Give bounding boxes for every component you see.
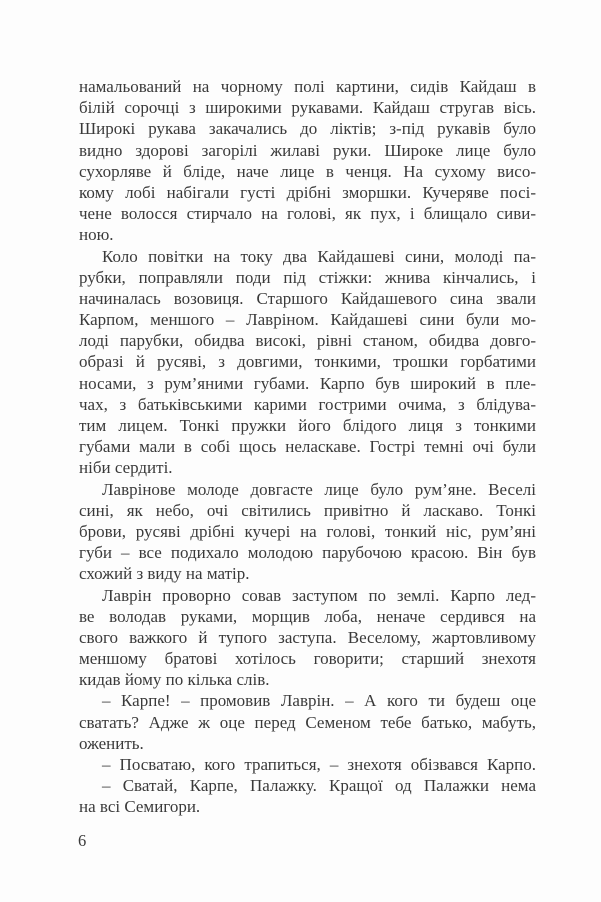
text-line: Карпом, меншого – Лавріном. Кайдашеві сини були мо- xyxy=(79,310,536,330)
text-line: на всі Семигори. xyxy=(79,797,201,817)
text-line: брови, русяві дрібні кучері на голові, тонкий ніс, рум’яні xyxy=(79,521,536,541)
text-line: рубки, поправляли поди під стіжки: жнива кінчались, і xyxy=(79,267,536,287)
text-line: – Карпе! – промовив Лаврін. – А кого ти будеш оце xyxy=(102,691,536,711)
text-line: намальований на чорному полі картини, сидів Кайдаш в xyxy=(79,77,536,96)
text-line: оженить. xyxy=(79,733,144,753)
text-line: ною. xyxy=(79,225,114,245)
text-line: губами мали в собі щось неласкаве. Гострі темні очі були xyxy=(79,437,536,457)
text-line: білій сорочці з широкими рукавами. Кайдаш стругав вісь. xyxy=(79,98,536,118)
text-line: ніби сердиті. xyxy=(79,458,173,478)
text-line: видно здорові загорілі жилаві руки. Широке лице було xyxy=(79,140,536,160)
text-line: чене волосся стирчало на голові, як пух, і блищало сиви- xyxy=(79,204,536,224)
text-line: сині, як небо, очі світились привітно й ласкаво. Тонкі xyxy=(79,500,536,520)
text-line: носами, з рум’яними губами. Карпо був широкий в пле- xyxy=(79,373,536,393)
text-line: тим лицем. Тонкі пружки його блідого лиця з тонкими xyxy=(79,416,536,435)
page-number: 6 xyxy=(78,831,87,850)
text-line: начиналась возовиця. Старшого Кайдашевого сина звали xyxy=(79,288,536,308)
text-line: образі й русяві, з довгими, тонкими, трошки горбатими xyxy=(79,352,536,372)
text-line: меншому братові хотілось говорити; старший знехотя xyxy=(79,649,536,669)
text-line: схожий з виду на матір. xyxy=(79,564,250,584)
text-line: Лаврінове молоде довгасте лице було рум’яне. Веселі xyxy=(102,479,536,499)
text-line: Широкі рукава закачались до ліктів; з-під рукавів було xyxy=(79,119,536,139)
text-line: свого важкого й тупого заступа. Веселому, жартовливому xyxy=(79,627,536,647)
text-line: чах, з батьківськими карими гострими очима, з блідува- xyxy=(79,394,536,414)
text-line: лоді парубки, обидва високі, рівні станом, обидва довго- xyxy=(79,331,536,351)
text-line: Коло повітки на току два Кайдашеві сини, молоді па- xyxy=(102,246,536,266)
text-line: губи – все подихало молодою парубочою красою. Він був xyxy=(79,543,536,563)
text-line: сухорляве й бліде, наче лице в ченця. На сухому висо- xyxy=(79,161,536,181)
text-line: Лаврін проворно совав заступом по землі. Карпо лед- xyxy=(102,585,536,605)
text-line: сватать? Адже ж оце перед Семеном тебе батько, мабуть, xyxy=(79,712,536,732)
text-line: ве володав руками, морщив лоба, неначе сердився на xyxy=(79,606,536,626)
text-line: – Посватаю, кого трапиться, – знехотя обізвався Карпо. xyxy=(102,755,536,774)
text-line: кому лобі набігали густі дрібні зморшки. Кучеряве посі- xyxy=(79,182,536,202)
text-line: кидав йому по кілька слів. xyxy=(79,670,270,690)
body-text xyxy=(79,76,536,818)
text-line: – Сватай, Карпе, Палажку. Кращої од Палажки нема xyxy=(102,776,536,796)
